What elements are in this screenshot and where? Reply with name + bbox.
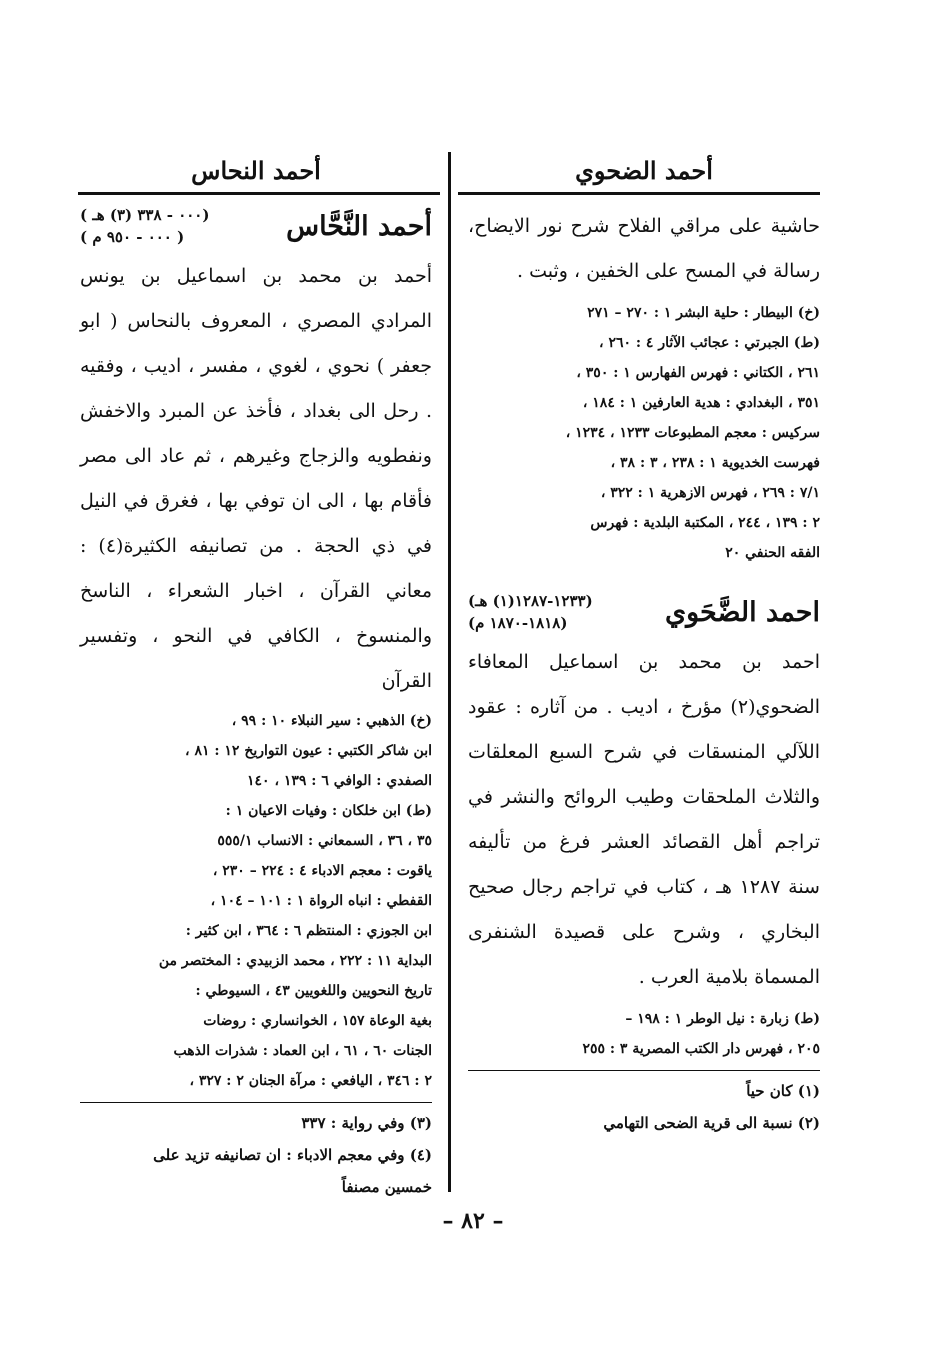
dates-hijri: ( ٠٠٠ - ٣٣٨ (٣) هـ) — [80, 206, 210, 224]
reference-line: الصفدي : الوافي ٦ : ١٣٩ ، ١٤٠ — [247, 773, 432, 789]
entry-dates — [468, 590, 593, 634]
reference-line: ٢٠٥ ، فهرس دار الكتب المصرية ٣ : ٢٥٥ — [582, 1041, 820, 1057]
reference-line: (خ) البيطار : حلية البشر ١ : ٢٧٠ – ٢٧١ — [587, 305, 820, 321]
continuation-text: حاشية على مراقي الفلاح شرح نور الايضاح، رسالة في المسح على الخفين ، وثبت . — [468, 215, 820, 282]
dates-hijri: (١٢٣٣-١٢٨٧(١) هـ) — [468, 592, 593, 610]
reference-line: ٢ : ٣٤٦ ، اليافعي : مرآة الجنان ٢ : ٣٢٧ ، — [189, 1073, 432, 1089]
reference-line: تاريخ النحويين واللغويين ٤٣ ، السيوطي : — [195, 983, 432, 999]
reference-line: (ط) ابن خلكان : وفيات الاعيان ١ : — [225, 803, 432, 819]
reference-line: ٣٥١ ، البغدادي : هدية العارفين ١ : ١٨٤ ، — [582, 395, 820, 411]
reference-line: ٧/١ : ٢٦٩ ، فهرس الازهرية ١ : ٣٢٢ ، — [600, 485, 820, 501]
footnote: (٣) وفي رواية : ٣٣٧ — [301, 1114, 432, 1132]
reference-line: (خ) الذهبي : سير النبلاء ١٠ : ٩٩ ، — [231, 713, 432, 729]
entry-header-dahawi — [468, 590, 820, 634]
footnote: (٢) نسبة الى قرية الضحى التهامي — [603, 1114, 820, 1132]
reference-line: بغية الوعاة ١٥٧ ، الخوانساري : روضات — [203, 1013, 432, 1029]
footnotes — [468, 1075, 820, 1139]
entry-references — [80, 706, 432, 1096]
entry-body: أحمد بن محمد بن اسماعيل بن يونس المرادي المصري ، المعروف بالنحاس ( ابو جعفر ) نحوي ، لغوي ، مفسر ، اديب ، وفقيه . رحل الى بغداد ، فأخذ عن المبرد والاخفش ونفطويه والزجاج وغيرهم ، ثم عاد الى مصر فأقام بها ، الى ان توفي بها ، فغرق في النيل في ذي الحجة . من تصانيفه الكثيرة(٤) : معاني القرآن ، اخبار الشعراء ، الناسخ والمنسوخ ، الكافي في النحو ، وتفسير القرآن — [80, 265, 432, 692]
entry-references — [468, 1004, 820, 1064]
footnote: (١) كان حياً — [746, 1082, 820, 1100]
footnote-rule — [80, 1102, 432, 1103]
reference-line: الفقه الحنفي ٢٠ — [725, 545, 820, 561]
page-number: – ٨٢ – — [442, 1208, 504, 1234]
entry-name: احمد الضَّحَوي — [664, 596, 820, 628]
reference-line: ٢٦١ ، الكتاني : فهرس الفهارس ١ : ٣٥٠ ، — [576, 365, 820, 381]
right-column — [468, 150, 820, 1139]
continuation-references — [468, 298, 820, 568]
reference-line: البداية ١١ : ٢٢٢ ، محمد الزبيدي : المختصر من — [158, 953, 432, 969]
entry-name: أحمد النَّحَّاس — [286, 210, 432, 242]
reference-line: ٣٥ ، ٣٦ ، السمعاني : الانساب ٥٥٥/١ — [217, 833, 432, 849]
reference-line: فهرست الخديوية ١ : ٢٣٨ ، ٣ : ٣٨ ، — [610, 455, 820, 471]
reference-line: (ط) زبارة : نيل الوطر ١ : ١٩٨ – — [625, 1011, 820, 1027]
dates-ad: (١٨١٨-١٨٧٠ م) — [468, 614, 568, 632]
footnote-rule — [468, 1070, 820, 1071]
left-column — [80, 150, 432, 1203]
entry-dates — [80, 204, 209, 248]
reference-line: (ط) الجبرتي : عجائب الآثار ٤ : ٢٦٠ ، — [599, 335, 820, 351]
reference-line: القفطي : انباه الرواة ١ : ١٠١ – ١٠٤ ، — [210, 893, 432, 909]
entry-body: احمد بن محمد بن اسماعيل المعافاء الضحوي(٢) مؤرخ ، اديب . من آثاره : عقود اللآلي المنسقات في شرح السبع المعلقات والثلاث الملحقات وطيب الروائح والنشر في تراجم أهل القصائد العشر فرغ من تأليفه سنة ١٢٨٧ هـ ، كتاب في تراجم رجال صحيح البخاري ، وشرح على قصيدة الشنفرى المسماة بلامية العرب . — [468, 651, 820, 988]
reference-line: ابن شاكر الكتبي : عيون التواريخ ١٢ : ٨١ ، — [185, 743, 432, 759]
left-running-head: أحمد النحاس — [191, 156, 321, 185]
reference-line: ٢ : ١٣٩ ، ٢٤٤ ، المكتبة البلدية : فهرس — [590, 515, 820, 531]
reference-line: ياقوت : معجم الادباء ٤ : ٢٢٤ – ٢٣٠ ، — [212, 863, 432, 879]
column-divider — [448, 152, 451, 1192]
footnotes — [80, 1107, 432, 1203]
reference-line: ابن الجوزي : المنتظم ٦ : ٣٦٤ ، ابن كثير : — [185, 923, 432, 939]
reference-line: الجنات ٦٠ ، ٦١ ، ابن العماد : شذرات الذهب — [173, 1043, 432, 1059]
dates-ad: ( ٠٠٠ - ٩٥٠ م ) — [80, 228, 185, 246]
entry-header-nahhas — [80, 204, 432, 248]
footnote: (٤) وفي معجم الادباء : ان تصانيفه تزيد على — [153, 1146, 432, 1164]
reference-line: سركيس : معجم المطبوعات ١٢٣٣ ، ١٢٣٤ ، — [565, 425, 820, 441]
footnote: خمسين مصنفاً — [341, 1178, 432, 1196]
right-running-head: أحمد الضحوي — [575, 156, 713, 185]
